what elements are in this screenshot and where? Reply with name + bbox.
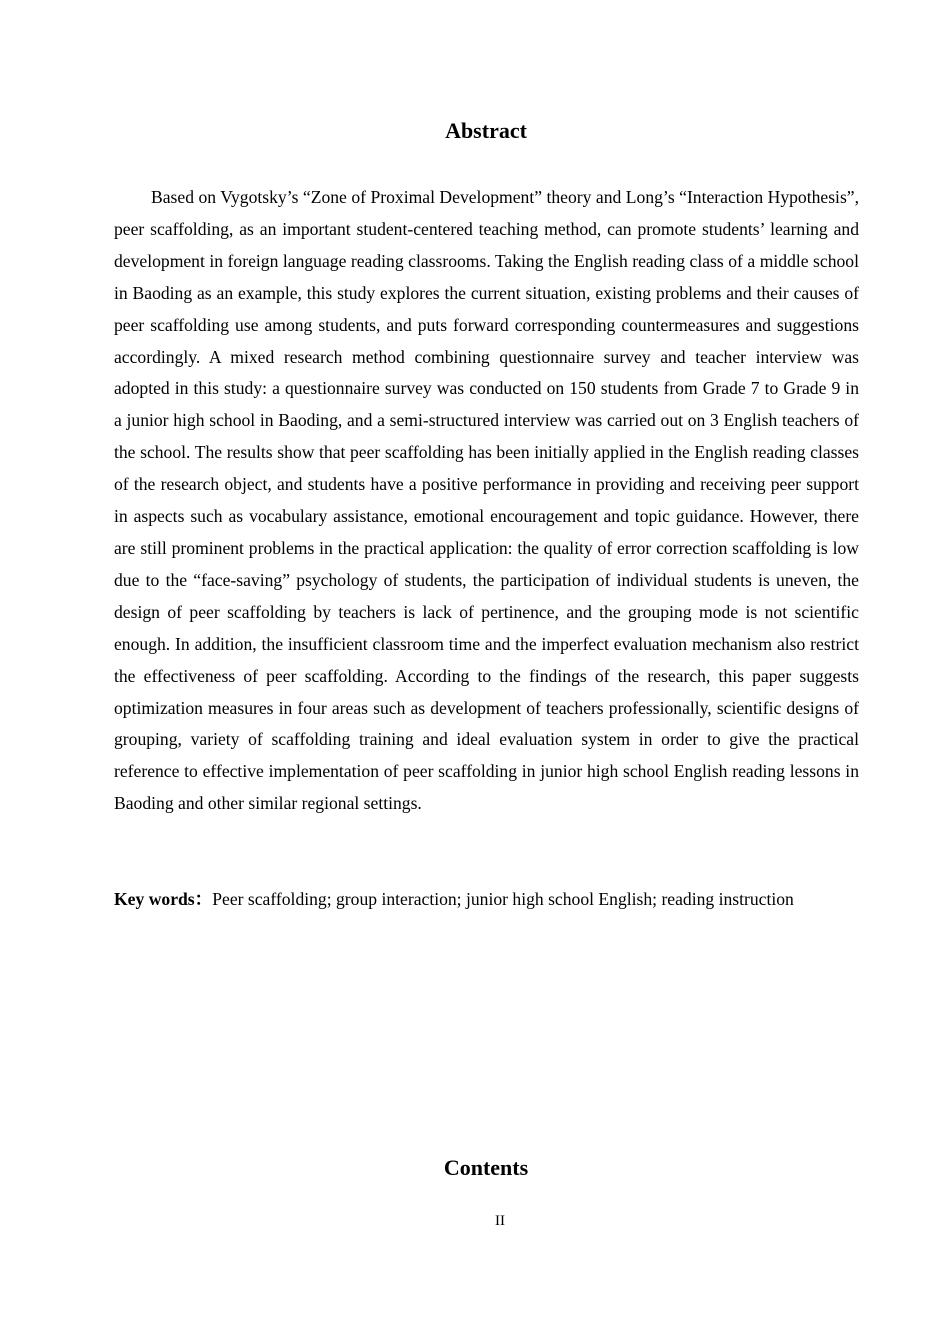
keywords-line: [114, 884, 859, 914]
keywords-label: Key words：: [114, 889, 213, 909]
keywords-text: Peer scaffolding; group interaction; junior high school English; reading instruction: [212, 889, 794, 909]
page-number: II: [495, 1213, 505, 1229]
contents-heading: Contents: [443, 1155, 529, 1180]
abstract-body-text: Based on Vygotsky’s “Zone of Proximal Development” theory and Long’s “Interaction Hypothesis”, peer scaffolding, as an important student-centered teaching method, can promote students’ learning and development in foreign language reading classrooms. Taking the English reading class of a middle school in Baoding as an example, this study explores the current situation, existing problems and their causes of peer scaffolding use among students, and puts forward corresponding countermeasures and suggestions accordingly. A mixed research method combining questionnaire survey and teacher interview was adopted in this study: a questionnaire survey was conducted on 150 students from Grade 7 to Grade 9 in a junior high school in Baoding, and a semi-structured interview was carried out on 3 English teachers of the school. The results show that peer scaffolding has been initially applied in the English reading classes of the research object, and students have a positive performance in providing and receiving peer support in aspects such as vocabulary assistance, emotional encouragement and topic guidance. However, there are still prominent problems in the practical application: the quality of error correction scaffolding is low due to the “face-saving” psychology of students, the participation of individual students is uneven, the design of peer scaffolding by teachers is lack of pertinence, and the grouping mode is not scientific enough. In addition, the insufficient classroom time and the imperfect evaluation mechanism also restrict the effectiveness of peer scaffolding. According to the findings of the research, this paper suggests optimization measures in four areas such as development of teachers professionally, scientific designs of grouping, variety of scaffolding training and ideal evaluation system in order to give the practical reference to effective implementation of peer scaffolding in junior high school English reading lessons in Baoding and other similar regional settings.: [114, 187, 859, 814]
abstract-heading: Abstract: [445, 118, 527, 143]
